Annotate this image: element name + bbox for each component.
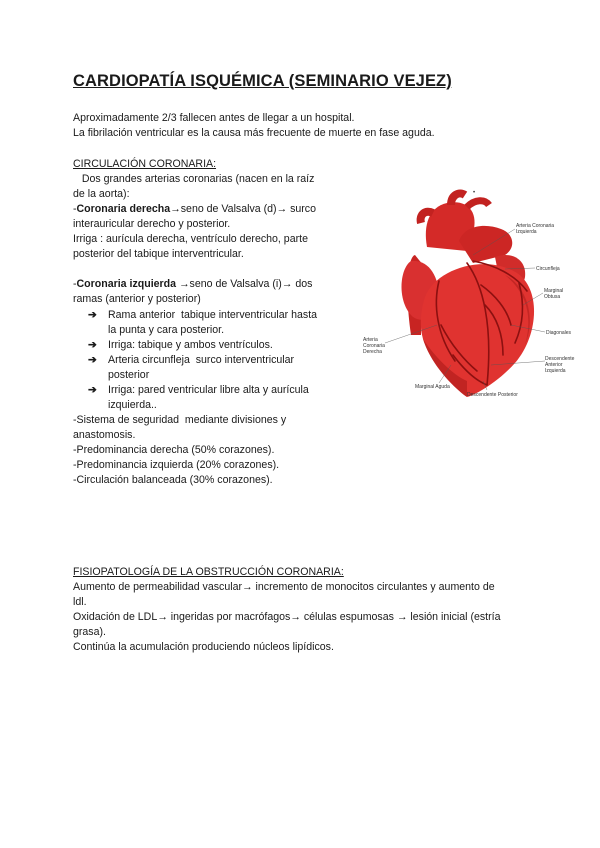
dash: - [73, 203, 77, 215]
coronaria-izquierda-term: Coronaria izquierda [76, 278, 177, 290]
arrow-bullet-icon: ➔ [88, 309, 97, 321]
intro-line-2: La fibrilación ventricular es la causa más frecuente de muerte en fase aguda. [73, 127, 435, 139]
fisiopatologia-line3: Oxidación de LDL→ ingeridas por macrófagos→ células espumosas → lesión inicial (estría [73, 611, 501, 623]
coronaria-izquierda-line1 [73, 277, 312, 292]
intro-line-1: Aproximadamente 2/3 fallecen antes de llegar a un hospital. [73, 112, 355, 124]
label-arteria-derecha-1: Arteria [363, 337, 378, 343]
section-heading-circulacion: CIRCULACIÓN CORONARIA: [73, 158, 217, 170]
coronaria-derecha-line2: interauricular derecho y posterior. [73, 218, 231, 230]
figure-dot: • [473, 190, 476, 196]
bullet-line2: la punta y cara posterior. [108, 324, 225, 336]
bullet-line1: Irriga: pared ventricular libre alta y aurícula [108, 384, 309, 396]
label-marginal-obtusa-1: Marginal [544, 288, 564, 294]
fisiopatologia-line4: grasa). [73, 626, 106, 638]
label-circunfleja: Circunfleja [536, 266, 560, 272]
label-arteria-derecha-3: Derecha [363, 349, 382, 355]
coronaria-derecha-line4: posterior del tabique interventricular. [73, 248, 244, 260]
circulacion-p1-line2: de la aorta): [73, 188, 130, 200]
circulacion-balanceada: -Circulación balanceada (30% corazones). [73, 474, 273, 486]
predominancia-derecha: -Predominancia derecha (50% corazones). [73, 444, 275, 456]
coronaria-derecha-term: Coronaria derecha [76, 203, 171, 215]
label-arteria-derecha-2: Coronaria [363, 343, 385, 349]
bullet-line1: Rama anterior tabique interventricular hasta [108, 309, 318, 321]
section-heading-fisiopatologia: FISIOPATOLOGÍA DE LA OBSTRUCCIÓN CORONARIA: [73, 566, 344, 578]
arrow-bullet-icon: ➔ [88, 354, 97, 366]
sistema-line1: -Sistema de seguridad mediante divisiones y [73, 414, 287, 426]
sistema-line2: anastomosis. [73, 429, 136, 441]
bullet-line2: izquierda.. [108, 399, 157, 411]
label-descendente-posterior: Descendente Posterior [467, 392, 518, 398]
aortic-branch [467, 201, 489, 207]
arrow-bullet-icon: ➔ [88, 339, 97, 351]
predominancia-izquierda: -Predominancia izquierda (20% corazones). [73, 459, 280, 471]
coronaria-derecha-rest: →seno de Valsalva (d)→ surco [170, 203, 316, 215]
coronaria-derecha-line1 [73, 202, 316, 217]
coronaria-derecha-line3: Irriga : aurícula derecha, ventrículo derecho, parte [73, 233, 308, 245]
heart-figure [355, 185, 580, 400]
bullet-line1: Arteria circunfleja surco interventricular [108, 354, 295, 366]
page-title: CARDIOPATÍA ISQUÉMICA (SEMINARIO VEJEZ) [73, 72, 452, 90]
coronaria-izquierda-line2: ramas (anterior y posterior) [73, 293, 201, 305]
coronaria-izquierda-rest: →seno de Valsalva (i)→ dos [176, 278, 313, 290]
label-arteria-izquierda-1: Arteria Coronaria [516, 223, 555, 229]
label-descendente-anterior-2: Anterior [545, 362, 563, 368]
label-marginal-obtusa-2: Obtusa [544, 294, 561, 300]
heart-illustration [355, 185, 580, 400]
dash: - [73, 278, 77, 290]
arrow-bullet-icon: ➔ [88, 384, 97, 396]
fisiopatologia-line5: Continúa la acumulación produciendo núcleos lipídicos. [73, 641, 334, 653]
circulacion-p1-line1: Dos grandes arterias coronarias (nacen en la raíz [73, 173, 315, 185]
fisiopatologia-line1: Aumento de permeabilidad vascular→ incremento de monocitos circulantes y aumento de [73, 581, 495, 593]
label-marginal-aguda: Marginal Aguda [415, 384, 450, 390]
label-arteria-izquierda-2: Izquierda [516, 229, 537, 235]
label-diagonales: Diagonales [546, 330, 572, 336]
fisiopatologia-line2: ldl. [73, 596, 87, 608]
label-descendente-anterior-3: Izquierda [545, 368, 566, 374]
bullet-line2: posterior [108, 369, 150, 381]
label-descendente-anterior-1: Descendente [545, 356, 575, 362]
bullet-line1: Irriga: tabique y ambos ventrículos. [108, 339, 273, 351]
